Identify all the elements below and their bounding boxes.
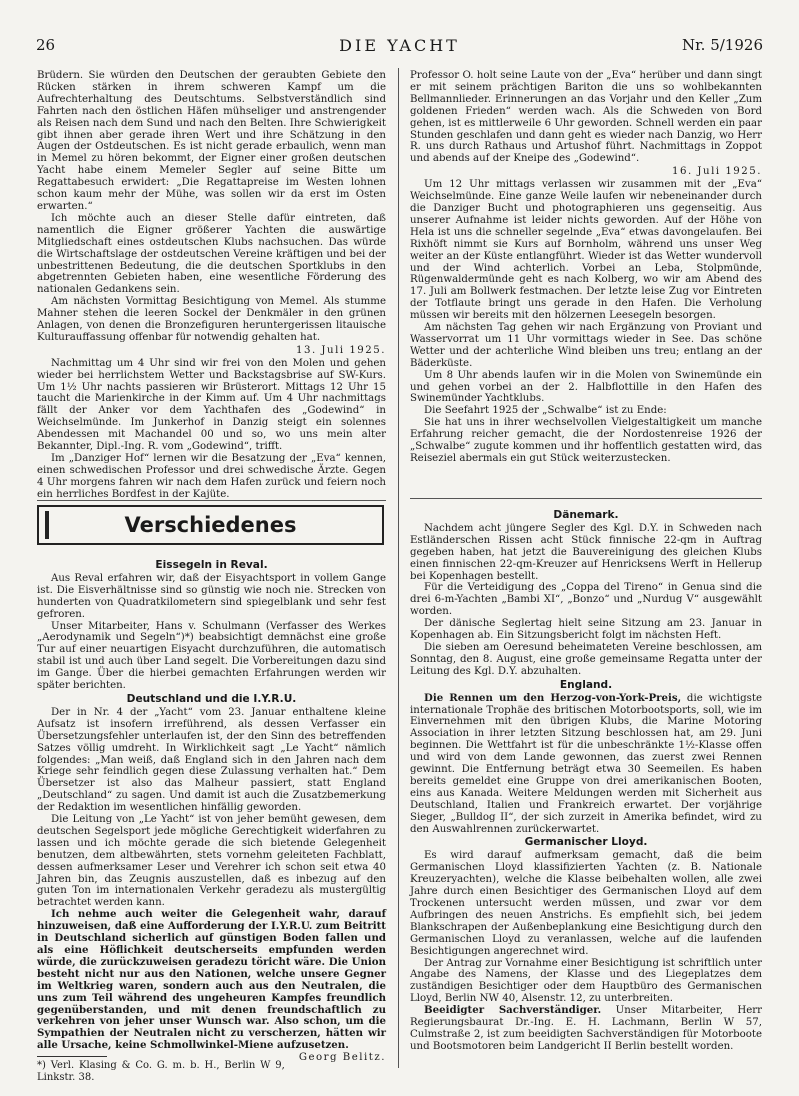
news-heading: Dänemark. [553, 509, 619, 521]
lead-in: Die Rennen um den Herzog-von-York-Preis, [424, 691, 682, 704]
news-column-right [410, 508, 762, 1053]
paragraph: Um 8 Uhr abends laufen wir in die Molen von Swinemünde ein und gehen vorbei an der 2. Halbflottille in den Hafen des Swinemünder Yachtklubs. [410, 369, 762, 405]
author-signature: Georg Belitz. [298, 1052, 386, 1064]
issue-number: Nr. 5/1926 [682, 36, 763, 54]
paragraph: Der Antrag zur Vornahme einer Besichtigung ist schriftlich unter Angabe des Namens, der Klasse und des Liegeplatzes dem zuständigen Besichtiger oder dem Hauptbüro des Germanischen Lloyd, Berlin NW 40, Alsenstr. 12, zu unterbreiten. [410, 957, 762, 1005]
news-heading: Eissegeln in Reval. [155, 559, 268, 571]
news-column-left [37, 558, 386, 1084]
section-title: Verschiedenes [124, 513, 297, 537]
page-number: 26 [36, 36, 56, 54]
paragraph: Am nächsten Vormittag Besichtigung von Memel. Als stumme Mahner stehen die leeren Sockel der Denkmäler in den grünen Anlagen, von denen die Bronzefiguren heruntergerissen litauische Kulturauffassung offenbar für notwendig gehalten hat. [37, 296, 386, 343]
news-heading: Deutschland und die I.Y.R.U. [126, 692, 297, 705]
paragraph-text: Ich nehme auch weiter die Gelegenheit wahr, darauf hinzuweisen, daß eine Aufforderung der I.Y.R.U. zum Beitritt in Deutschland sicherlich auf günstigen Boden fallen und als eine Höflichkeit deutscherseits empfunden werden würde, die zurückzuweisen geradezu töricht wäre. Die Union besteht nicht nur aus den Nationen, welche unsere Gegner im Weltkrieg waren, sondern auch aus den Neutralen, die uns zum Teil während des ungeheuren Kampfes freundlich gegenüberstanden, und mit denen freundschaftlich zu verkehren von jeher unser Wunsch war. Also schon, um die Sympathien der Neutralen nicht zu verscherzen, hätten wir alle Ursache, keine Schmollwinkel-Miene aufzusetzen. [37, 908, 386, 1052]
paragraph: Für die Verteidigung des „Coppa del Tireno“ in Genua sind die drei 6-m-Yachten „Bambi XI“, „Bonzo“ und „Nurdug V“ ausgewählt worden. [410, 582, 762, 618]
paragraph [37, 908, 386, 1064]
paragraph: Am nächsten Tag gehen wir nach Ergänzung von Proviant und Wasservorrat um 11 Uhr vormittags wieder in See. Das schöne Wetter und der achterliche Wind bleiben uns treu; entlang an der Bäderküste. [410, 322, 762, 369]
paragraph [410, 1005, 762, 1053]
paragraph: Sie hat uns in ihrer wechselvollen Vielgestaltigkeit um manche Erfahrung reicher gemacht, die der Nordostenreise 1926 der „Schwalbe“ zugute kommen und ihr hoffentlich gestatten wird, das Reiseziel abermals ein gut Stück weiterzustecken. [410, 417, 762, 464]
page-header [36, 36, 763, 56]
paragraph: Die Leitung von „Le Yacht“ ist von jeher bemüht gewesen, dem deutschen Segelsport jede mögliche Gerechtigkeit widerfahren zu lassen und ich möchte gerade die sich bietende Gelegenheit benutzen, dem altbewährten, stets vornehm geleiteten Fachblatt, dessen aufmerksamer Leser und Verehrer ich schon seit etwa 40 Jahren bin, das Zeugnis auszustellen, daß es inbezug auf den guten Ton im internationalen Verkehr geradezu als mustergültig betrachtet werden kann. [37, 814, 386, 909]
section-header [37, 505, 384, 545]
paragraph: Um 12 Uhr mittags verlassen wir zusammen mit der „Eva“ Weichselmünde. Eine ganze Weile laufen wir nebeneinander durch die Danziger Bucht und photographieren uns gegenseitig. Aus unserer Aufnahme ist leider nichts geworden. Auf der Höhe von Hela ist uns die schneller segelnde „Eva“ etwas davongelaufen. Bei Rixhöft nimmt sie Kurs auf Bornholm, während uns unser Weg weiter an der Küste entlangführt. Wieder ist das Wetter wundervoll und der Wind achterlich. Vorbei an Leba, Stolpmünde, Rügenwaldermünde geht es nach Kolberg, wo wir am Abend des 17. Juli am Bollwerk festmachen. Der letzte leise Zug vor Eintreten der Totflaute bringt uns gerade in den Hafen. Die Verholung müssen wir bereits mit den hölzernen Leesegeln besorgen. [410, 179, 762, 322]
paragraph: Die sieben am Oeresund beheimateten Vereine beschlossen, am Sonntag, den 8. August, eine große gemeinsame Regatta unter der Leitung des Kgl. D.Y. abzuhalten. [410, 641, 762, 677]
paragraph: Nachdem acht jüngere Segler des Kgl. D.Y. in Schweden nach Estländerschen Rissen acht Stück finnische 22-qm in Auftrag gegeben haben, hat jetzt die Bauvereinigung des gleichen Klubs einen finnischen 22-qm-Kreuzer auf Henricksens Werft in Hellerup bei Kopenhagen bestellt. [410, 522, 762, 582]
lead-in: Beeidigter Sachverständiger. [424, 1004, 602, 1017]
footnote-rule [37, 1056, 107, 1057]
dateline: 13. Juli 1925. [295, 344, 386, 356]
magazine-title: DIE YACHT [339, 36, 460, 55]
article-column-right [410, 70, 762, 465]
paragraph: Professor O. holt seine Laute von der „Eva“ herüber und dann singt er mit seinem prächtigen Bariton die uns so wohlbekannten Bellmannlieder. Erinnerungen an das Vorjahr und den Keller „Zum goldenen Frieden“ werden wach. Als die Schweden von Bord gehen, ist es mittlerweile 6 Uhr geworden. Schnell werden ein paar Stunden geschlafen und dann geht es wieder nach Danzig, wo Herr R. uns durch Rathaus und Artushof führt. Nachmittags in Zoppot und abends auf der Kneipe des „Godewind“. [410, 70, 762, 165]
footnote: *) Verl. Klasing & Co. G. m. b. H., Berlin W 9, Linkstr. 38. [37, 1060, 285, 1084]
paragraph: Brüdern. Sie würden den Deutschen der geraubten Gebiete den Rücken stärken in ihrem schweren Kampf um die Aufrechterhaltung des Deutschtums. Selbstverständlich sind Fahrten nach den östlichen Häfen mühseliger und anstrengender als Reisen nach dem Sund und nach den Belten. Ihre Schwierigkeit gibt ihnen aber gerade ihren Wert und ihre Schätzung in den Augen der Ostdeutschen. Es ist nicht gerade erbaulich, wenn man in Memel zu hören bekommt, der Eigner einer großen deutschen Yacht habe einem Memeler Segler auf seine Bitte um Regattabesuch erwidert: „Die Regattapreise im Westen lohnen schon kaum mehr der Mühe, was sollen wir da erst im Osten erwarten.“ [37, 70, 386, 212]
paragraph [410, 693, 762, 836]
paragraph: Nachmittag um 4 Uhr sind wir frei von den Molen und gehen wieder bei herrlichstem Wetter und Backstagsbrise auf SW-Kurs. Um 1½ Uhr nachts passieren wir Brüsterort. Mittags 12 Uhr 15 taucht die Marienkirche in der Kimm auf. Um 4 Uhr nachmittags fällt der Anker vor dem Yachthafen des „Godewind“ in Weichselmünde. Im Junkerhof in Danzig steigt ein solennes Abendessen mit Machandel 00 und so, wo uns mein alter Bekannter, Dipl.-Ing. R. vom „Godewind“, trifft. [37, 357, 386, 453]
paragraph: Im „Danziger Hof“ lernen wir die Besatzung der „Eva“ kennen, einen schwedischen Professor und drei schwedische Ärzte. Gegen 4 Uhr morgens fahren wir nach dem Hafen zurück und feiern noch ein herrliches Bordfest in der Kajüte. [37, 453, 386, 500]
section-rule-right [410, 498, 762, 499]
paragraph: Aus Reval erfahren wir, daß der Eisyachtsport in vollem Gange ist. Die Eisverhältnisse sind so günstig wie noch nie. Strecken von hunderten von Quadratkilometern sind spiegelblank und sehr fest gefroren. [37, 572, 386, 620]
column-divider [398, 68, 399, 1068]
paragraph-text: die wichtigste internationale Trophäe des britischen Motorbootsports, soll, wie im Einvernehmen mit den übrigen Klubs, die Marine Motoring Association in ihrer letzten Sitzung beschlossen hat, am 29. Juni beginnen. Die Wettfahrt ist für die unbeschränkte 1½-Klasse offen und wird von dem Lande gewonnen, das zuerst zwei Rennen gewinnt. Die Entfernung beträgt etwa 30 Seemeilen. Es haben bereits gemeldet eine Gruppe von drei amerikanischen Booten, eins aus Kanada. Weitere Meldungen werden mit Sicherheit aus Deutschland, Italien und Frankreich erwartet. Der vorjährige Sieger, „Bulldog II“, der sich zurzeit in Amerika befindet, wird zu den Auswahlrennen zurückerwartet. [410, 692, 762, 835]
paragraph: Es wird darauf aufmerksam gemacht, daß die beim Germanischen Lloyd klassifizierten Yachten (z. B. Nationale Kreuzeryachten), welche die Klasse beibehalten wollen, alle zwei Jahre durch einen Besichtiger des Germanischen Lloyd auf dem Trockenen untersucht werden müssen, und zwar vor dem Aufbringen des neuen Anstrichs. Es empfiehlt sich, bei jedem Blankschrapen der Außenbeplankung eine Besichtigung durch den Germanischen Lloyd zu veranlassen, welche auf die laufenden Besichtigungen angerechnet wird. [410, 850, 762, 957]
paragraph: Die Seefahrt 1925 der „Schwalbe“ ist zu Ende: [424, 405, 667, 417]
paragraph: Ich möchte auch an dieser Stelle dafür eintreten, daß namentlich die Eigner größerer Yachten die auswärtige Mitgliedschaft eines ostdeutschen Klubs nachsuchen. Das würde die Wirtschaftslage der ostdeutschen Vereine kräftigen und bei der unbestrittenen Bedeutung, die die deutschen Sportklubs in den abgetrennten Gebieten haben, eine wesentliche Förderung des nationalen Gedankens sein. [37, 212, 386, 296]
paragraph-text: Unser Mitarbeiter, Herr Regierungsbaurat Dr.-Ing. E. H. Lachmann, Berlin W 57, Culmstraße 2, ist zum beeidigten Sachverständigen für Motorboote und Bootsmotoren beim Landgericht II Berlin bestellt worden. [410, 1005, 762, 1052]
paragraph: Der in Nr. 4 der „Yacht“ vom 23. Januar enthaltene kleine Aufsatz ist insofern irreführend, als dessen Verfasser ein Übersetzungsfehler unterlaufen ist, der den Sinn des betreffenden Satzes völlig umdreht. In Wirklichkeit sagt „Le Yacht“ nämlich folgendes: „Man weiß, daß England sich in den Jahren nach dem Kriege sehr feindlich gegen diese Zulassung verhalten hat.“ Dem Übersetzer ist also das Malheur passiert, statt England „Deutschland“ zu sagen. Und damit ist auch die Zusatzbemerkung der Redaktion im wesentlichen hinfällig geworden. [37, 706, 386, 814]
news-heading: Germanischer Lloyd. [524, 836, 648, 849]
paragraph: Unser Mitarbeiter, Hans v. Schulmann (Verfasser des Werkes „Aerodynamik und Segeln“)*) beabsichtigt demnächst eine große Tur auf einer neuartigen Eisyacht durchzuführen, die automatisch stabil ist und auch über Land segelt. Die Vorbereitungen dazu sind im Gange. Über die hierbei gemachten Erfahrungen werden wir später berichten. [37, 620, 386, 692]
news-heading: England. [559, 678, 613, 691]
article-column-left [37, 70, 386, 501]
dateline: 16. Juli 1925. [671, 166, 762, 178]
paragraph: Der dänische Seglertag hielt seine Sitzung am 23. Januar in Kopenhagen ab. Ein Sitzungsbericht folgt im nächsten Heft. [410, 618, 762, 642]
